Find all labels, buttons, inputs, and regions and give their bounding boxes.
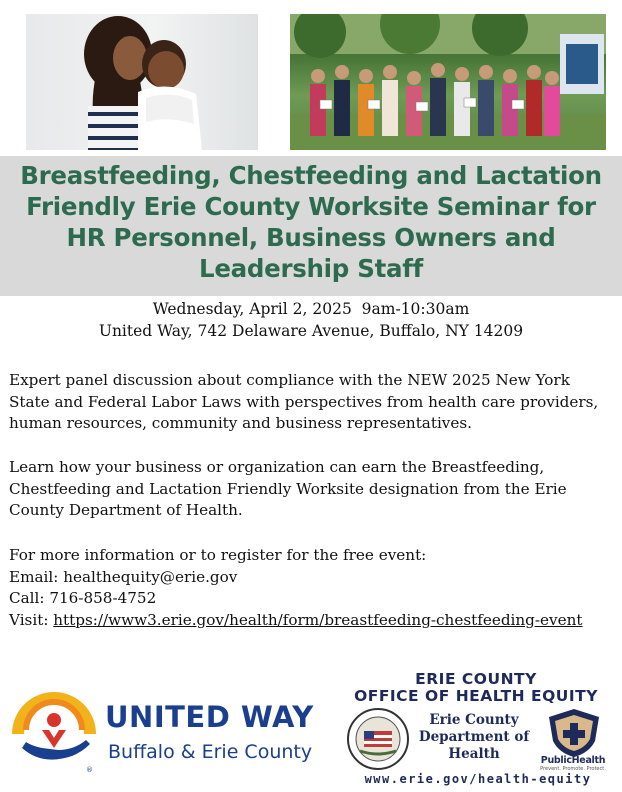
page-title: Breastfeeding, Chestfeeding and Lactation Friendly Erie County Worksite Seminar for HR Personnel, Business Owners and Leadership Staff xyxy=(20,161,602,283)
phone-number[interactable]: 716-858-4752 xyxy=(49,589,157,607)
panel-description: Expert panel discussion about compliance with the NEW 2025 New York State and Federal Labor Laws with perspectives from health care providers, human resources, community and business representatives. xyxy=(9,371,599,432)
ohe-heading-line2: OFFICE OF HEALTH EQUITY xyxy=(354,687,598,705)
registration-link[interactable]: https://www3.erie.gov/health/form/breastfeeding-chestfeeding-event xyxy=(53,610,583,629)
call-label: Call: xyxy=(9,589,45,607)
contact-email-line xyxy=(9,567,615,589)
designation-description: Learn how your business or organization can earn the Breastfeeding, Chestfeeding and Lactation Friendly Worksite designation from the Erie County Department of Health. xyxy=(9,458,567,519)
svg-text:®: ® xyxy=(86,766,93,774)
erie-county-seal-icon xyxy=(346,707,410,771)
event-location: United Way, 742 Delaware Avenue, Buffalo, NY 14209 xyxy=(98,322,524,340)
public-health-tagline: Prevent. Promote. Protect. xyxy=(540,766,606,772)
event-info xyxy=(0,298,622,342)
united-way-subtitle: Buffalo & Erie County xyxy=(108,741,313,763)
department-name: Erie County Department of Health xyxy=(418,712,530,762)
mother-baby-photo xyxy=(26,14,258,150)
contact-intro: For more information or to register for the free event: xyxy=(9,546,427,564)
united-way-name: UNITED WAY xyxy=(105,700,314,734)
email-label: Email: xyxy=(9,567,59,586)
contact-phone-line xyxy=(9,588,615,610)
contact-visit-line xyxy=(9,610,615,632)
public-health-label: PublicHealth xyxy=(540,755,606,766)
contact-section xyxy=(9,545,615,631)
health-equity-website[interactable]: www.erie.gov/health-equity xyxy=(364,772,592,786)
visit-label: Visit: xyxy=(9,610,49,629)
united-way-logo-icon xyxy=(12,690,96,774)
public-health-shield-icon xyxy=(545,707,603,759)
group-award-photo xyxy=(290,14,606,150)
ohe-heading-line1: ERIE COUNTY xyxy=(415,670,537,688)
event-date-time: Wednesday, April 2, 2025 9am-10:30am xyxy=(152,300,470,318)
email-link[interactable]: healthequity@erie.gov xyxy=(63,567,238,586)
